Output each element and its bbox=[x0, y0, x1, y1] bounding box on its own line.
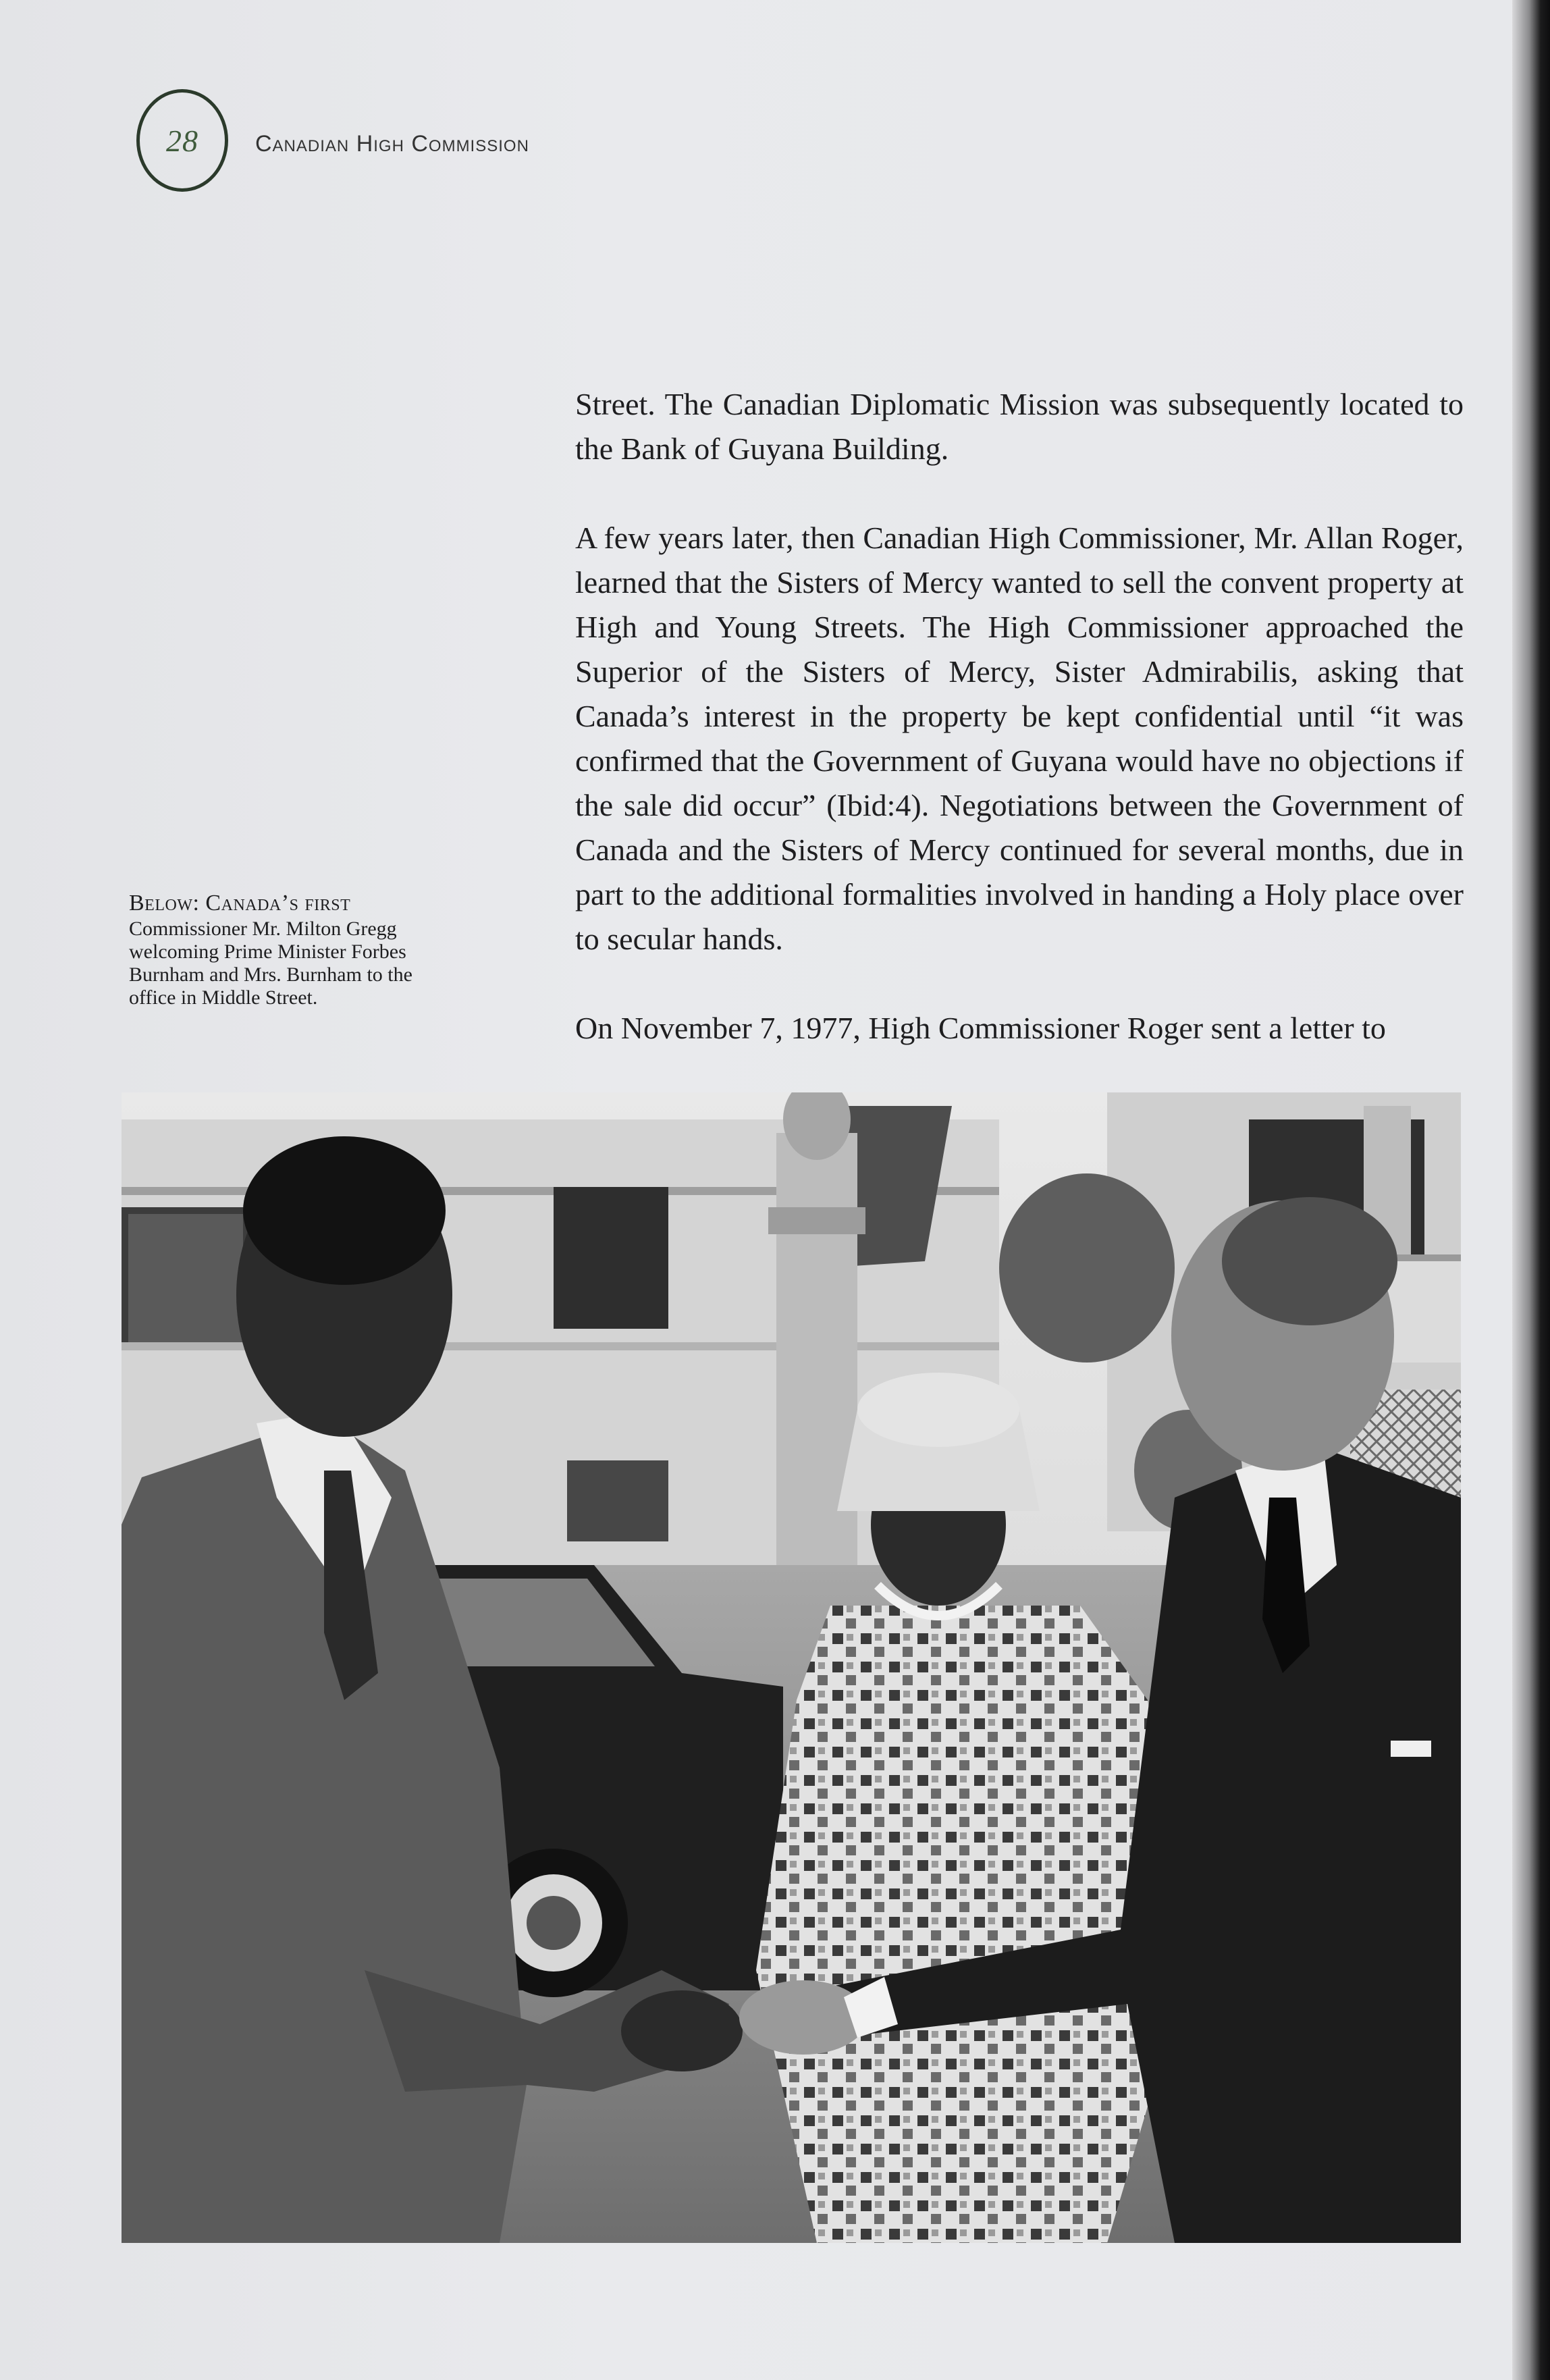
handshake-photograph bbox=[122, 1092, 1461, 2243]
body-paragraph-1: Street. The Canadian Diplomatic Mission was subsequently located to the Bank of Guyana Building. bbox=[575, 387, 1464, 466]
body-paragraph-2: A few years later, then Canadian High Commissioner, Mr. Allan Roger, learned that the Sisters of Mercy wanted to sell the convent property at High and Young Streets. The High Commissioner approached the Superior of the Sisters of Mercy, Sister Admirabilis, asking that Canada’s interest in the property be kept confidential until “it was confirmed that the Government of Guyana would have no objections if the sale did occur” (Ibid:4). Negotiations between the Government of Canada and the Sisters of Mercy continued for several months, due in part to the additional formalities involved in handing a Holy place over to secular hands. bbox=[575, 521, 1464, 956]
caption-heading: Below: Canada’s first bbox=[129, 891, 351, 916]
photo-illustration bbox=[122, 1092, 1461, 2243]
photo-caption bbox=[129, 889, 419, 1009]
caption-text: Commissioner Mr. Milton Gregg welcoming Prime Minister Forbes Burnham and Mrs. Burnham to the office in Middle Street. bbox=[129, 918, 412, 1009]
page-number-badge bbox=[136, 89, 228, 192]
running-head: Canadian High Commission bbox=[255, 131, 529, 157]
book-spine-shadow bbox=[1512, 0, 1550, 2380]
body-paragraph-3: On November 7, 1977, High Commissioner Roger sent a letter to bbox=[575, 1011, 1386, 1045]
page-number: 28 bbox=[166, 123, 198, 158]
